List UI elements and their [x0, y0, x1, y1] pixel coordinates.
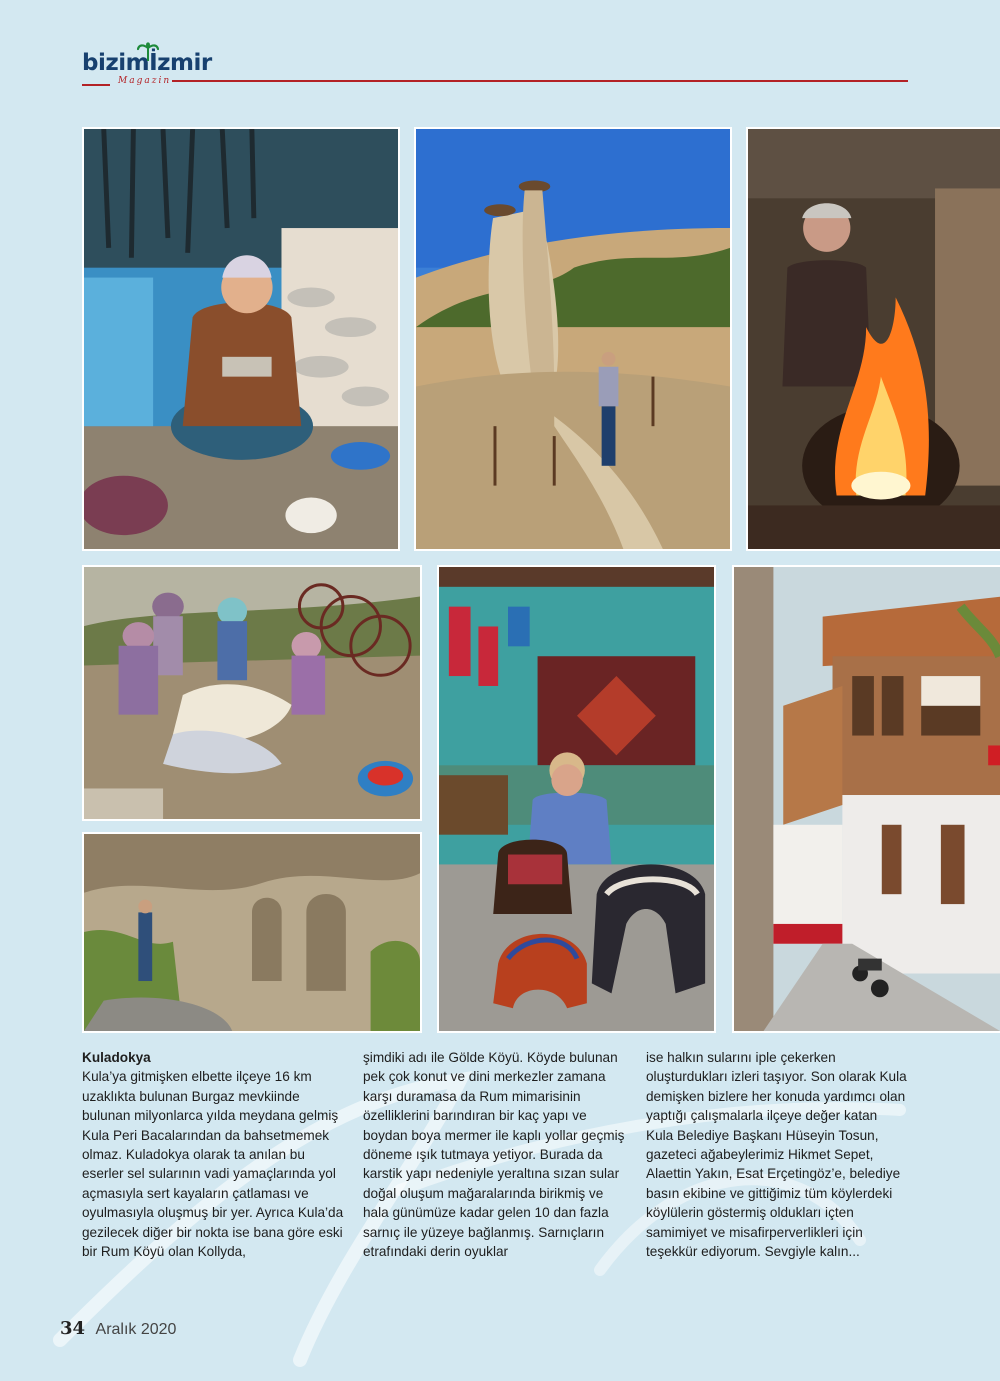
article-text-2: şimdiki adı ile Gölde Köyü. Köyde bulunan pek çok konut ve dini merkezler zamana karşı duramasa da Rum mimarisinin özelliklerini barındıran bir kaç yapı ve boydan boya mermer ile kaplı yollar geçmiş döneme ışık tutmaya yetiyor. Burada da karstik yapı nedeniyle yeraltına sızan sular doğal oluşum mağaralarında birikmiş ve hala günümüze kadar gelen 10 dan fazla sarnıç ile yüzeye bağlanmış. Sarnıçların etrafındaki derin oyuklar	[363, 1050, 625, 1260]
photo-fairy-chimney	[414, 127, 732, 551]
article-column-2	[363, 1048, 625, 1261]
logo-subtitle: Magazin	[118, 76, 172, 86]
palm-tree-icon	[137, 42, 159, 62]
photo-cobbler	[82, 127, 400, 551]
issue-date: Aralık 2020	[95, 1321, 177, 1338]
logo-wordmark: bizimİzmir	[82, 50, 212, 76]
article-text-3: ise halkın sularını iple çekerken oluşturdukları izleri taşıyor. Son olarak Kula demişken bizlere her konuda yardımcı olan yaptığı çalışmalarla ilçeye değer katan Kula Belediye Başkanı Hüseyin Tosun, gazeteci ağabeylerimiz Hikmet Sepet, Alaettin Yakın, Esat Erçetingöz’e, belediye basın ekibine ve gittiğimiz tüm köylerdeki köylülerin göstermiş oldukları içten samimiyet ve misafirperverlikleri için teşekkür ediyorum. Sevgiyle kalın...	[646, 1050, 907, 1260]
photo-blacksmith	[746, 127, 1000, 551]
article-column-1	[82, 1048, 344, 1261]
photo-rock-niches	[82, 832, 422, 1033]
photo-saddle-maker	[437, 565, 716, 1033]
article-column-3	[646, 1048, 908, 1261]
header-rule-left	[82, 84, 110, 86]
photo-village-women	[82, 565, 422, 821]
photo-kula-houses	[732, 565, 1000, 1033]
page-number: 34	[60, 1318, 86, 1339]
header-rule	[172, 80, 908, 82]
article-heading: Kuladokya	[82, 1050, 151, 1065]
page-footer	[60, 1318, 176, 1339]
article-text-1: Kula’ya gitmişken elbette ilçeye 16 km uzaklıkta bulunan Burgaz mevkiinde bulunan milyonlarca yılda meydana gelmiş Kula Peri Bacalarından da bahsetmemek olmaz. Kuladokya olarak ta anılan bu eserler sel sularının vadi yamaçlarında yol açmasıyla sert kayaların çatlaması ve oyulmasıyla oluşmuş bir yer. Ayrıca Kula’da gezilecek diğer bir nokta ise bana göre eski bir Rum Köyü olan Kollyda,	[82, 1069, 344, 1260]
